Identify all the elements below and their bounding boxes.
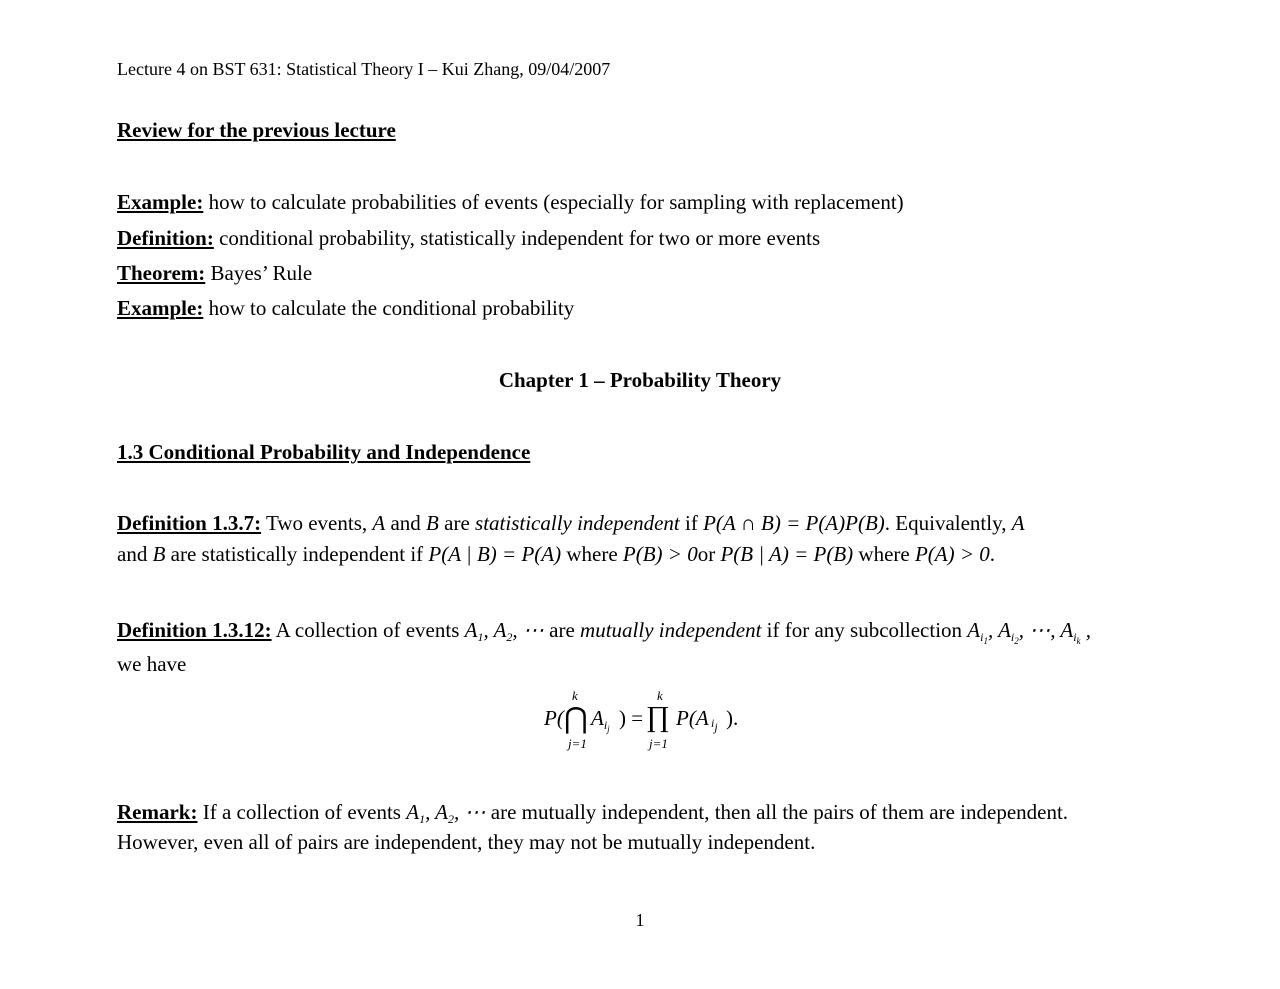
- intersection-symbol: ⋂: [564, 703, 588, 735]
- definition-label: Definition 1.3.12:: [117, 618, 272, 642]
- chapter-title: Chapter 1 – Probability Theory: [498, 368, 782, 392]
- page-number: 1: [635, 910, 645, 930]
- remark-label: Remark:: [117, 800, 198, 824]
- remark-line-1: [117, 802, 1068, 825]
- lower-limit: j=1: [649, 736, 668, 751]
- product-formula: [530, 688, 790, 752]
- definition-text: . Equivalently,: [884, 511, 1007, 535]
- remark-text: If a collection of events: [202, 800, 401, 824]
- definition-text: and: [390, 511, 421, 535]
- formula-text: P(: [544, 706, 564, 730]
- formula-text: ) =: [619, 706, 644, 730]
- formula-inline: P(B) > 0: [622, 542, 698, 566]
- definition-text: if: [684, 511, 698, 535]
- math-var: B: [426, 511, 439, 535]
- review-item-text: how to calculate the conditional probability: [208, 296, 575, 320]
- review-item-label: Example:: [117, 296, 204, 320]
- formula-text: $A_{i_j}$: [591, 706, 610, 734]
- definition-text: are: [444, 511, 470, 535]
- definition-text: if for any subcollection: [766, 618, 963, 642]
- formula-text: ).: [726, 706, 739, 730]
- definition-1-3-12-line-2: we have: [117, 652, 187, 676]
- math-var: A: [372, 511, 386, 535]
- definition-1-3-7-line-1: [117, 513, 1025, 534]
- formula-inline: P(B | A) = P(B): [720, 542, 854, 566]
- formula-inline: P(A ∩ B) = P(A)P(B): [703, 511, 885, 535]
- review-item-text: how to calculate probabilities of events (especially for sampling with replacement): [208, 190, 904, 214]
- definition-text: or: [697, 542, 716, 566]
- formula-inline: P(A | B) = P(A): [428, 542, 562, 566]
- definition-label: Definition 1.3.7:: [117, 511, 262, 535]
- remark-text: are mutually independent, then all the pairs of them are independent.: [490, 800, 1069, 824]
- definition-1-3-7-line-2: [117, 544, 995, 565]
- definition-text: A collection of events: [275, 618, 460, 642]
- definition-text: .: [989, 542, 996, 566]
- review-title: Review for the previous lecture: [117, 118, 396, 142]
- review-item-3: [117, 263, 312, 284]
- math-var: B: [152, 542, 166, 566]
- formula-inline: P(A) > 0: [914, 542, 990, 566]
- event-sequence: $A_1$, $A_2$, ⋯: [406, 800, 486, 826]
- review-item-text: Bayes’ Rule: [210, 261, 313, 285]
- review-item-1: [117, 192, 904, 213]
- lower-limit: j=1: [568, 736, 587, 751]
- emphasis: mutually independent: [580, 618, 762, 642]
- formula-text: P(A: [676, 706, 709, 730]
- review-item-2: [117, 228, 820, 249]
- upper-limit: k: [657, 688, 663, 703]
- definition-text: are: [549, 618, 575, 642]
- review-item-label: Theorem:: [117, 261, 206, 285]
- definition-text: where: [566, 542, 618, 566]
- definition-text: where: [858, 542, 910, 566]
- section-title: 1.3 Conditional Probability and Independence: [117, 440, 531, 464]
- upper-limit: k: [572, 688, 578, 703]
- math-var: A: [1011, 511, 1025, 535]
- definition-text: Two events,: [265, 511, 368, 535]
- definition-text: are statistically independent if: [170, 542, 424, 566]
- emphasis: statistically independent: [475, 511, 680, 535]
- page-header: Lecture 4 on BST 631: Statistical Theory I – Kui Zhang, 09/04/2007: [117, 59, 611, 79]
- formula-text: $i_j$: [711, 716, 718, 734]
- remark-line-2: However, even all of pairs are independent, they may not be mutually independent.: [117, 830, 816, 854]
- definition-1-3-12-line-1: [117, 620, 1091, 646]
- subcollection: $A_{i_1}$, $A_{i_2}$, ⋯, $A_{i_k}$ ,: [967, 618, 1092, 646]
- review-item-label: Example:: [117, 190, 204, 214]
- review-item-4: [117, 298, 574, 319]
- product-symbol: ∏: [646, 701, 670, 733]
- review-item-text: conditional probability, statistically independent for two or more events: [219, 226, 821, 250]
- review-item-label: Definition:: [117, 226, 214, 250]
- event-sequence: $A_1$, $A_2$, ⋯: [464, 618, 544, 644]
- definition-text: and: [117, 542, 148, 566]
